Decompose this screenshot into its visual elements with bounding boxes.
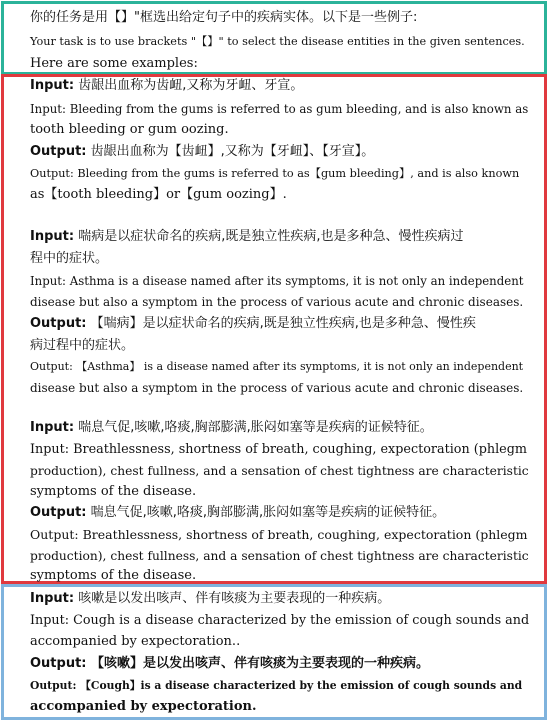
ex4-output-en-1 [30, 676, 528, 696]
input-label: Input: [30, 274, 66, 288]
input-label: Input: [30, 420, 75, 435]
ex3-output-en-1 [30, 525, 528, 545]
ex2-input-en-2: disease but also a symptom in the process of various acute and chronic diseases. [30, 295, 524, 309]
ex3-input-en-1 [30, 440, 528, 460]
ex4-input-zh-text: 咳嗽是以发出咳声、伴有咳痰为主要表现的一种疾病。 [78, 591, 391, 606]
instruction-zh: 你的任务是用【】"框选出给定句子中的疾病实体。以下是一些例子: [30, 10, 418, 25]
input-label: Input: [30, 613, 70, 628]
input-label: Input: [30, 102, 66, 116]
ex3-input-zh [30, 418, 528, 438]
input-label: Input: [30, 229, 75, 244]
ex1-input-en-1-text: Bleeding from the gums is referred to as gum bleeding, and is also known as [69, 102, 529, 116]
ex4-output-en-2: accompanied by expectoration. [30, 699, 257, 714]
ex2-output-zh-1 [30, 314, 528, 334]
input-label: Input: [30, 442, 70, 457]
input-label: Input: [30, 78, 75, 93]
ex2-output-en-2: disease but also a symptom in the process of various acute and chronic diseases. [30, 381, 524, 395]
ex1-output-zh [30, 142, 528, 162]
instruction-en-line-1: Your task is to use brackets "【】" to select the disease entities in the given sentences. [30, 35, 525, 48]
ex2-input-zh-1 [30, 227, 528, 247]
ex2-output-zh-2: 病过程中的症状。 [30, 338, 135, 353]
ex1-input-en-1 [30, 99, 528, 119]
ex3-output-zh-text: 喘息气促,咳嗽,咯痰,胸部膨满,胀闷如塞等是疾病的证候特征。 [90, 505, 446, 520]
ex2-input-zh-1-text: 喘病是以症状命名的疾病,既是独立性疾病,也是多种急、慢性疾病过 [78, 229, 464, 244]
ex1-output-zh-text: 齿龈出血称为【齿衄】,又称为【牙衄】、【牙宣】。 [90, 144, 375, 159]
ex4-input-zh [30, 589, 528, 609]
ex4-output-en-1-text: 【Cough】is a disease characterized by the emission of cough sounds and [80, 679, 523, 692]
ex2-output-en-1-text: 【Asthma】 is a disease named after its symptoms, it is not only an independent [76, 360, 524, 373]
output-label: Output: [30, 505, 87, 520]
ex2-input-en-1-text: Asthma is a disease named after its symptoms, it is not only an independent [69, 274, 524, 288]
ex3-output-en-2: production), chest fullness, and a sensation of chest tightness are characteristic [30, 549, 529, 563]
ex4-output-zh-text: 【咳嗽】是以发出咳声、伴有咳痰为主要表现的一种疾病。 [91, 656, 430, 671]
output-label: Output: [30, 144, 87, 159]
instruction-en-line-2: Here are some examples: [30, 56, 198, 71]
ex4-input-en-1 [30, 611, 528, 631]
ex3-output-en-3: symptoms of the disease. [30, 568, 197, 583]
ex2-input-en-1 [30, 271, 528, 291]
ex4-output-zh [30, 654, 528, 674]
ex1-output-en-2: as【tooth bleeding】or【gum oozing】. [30, 187, 287, 202]
output-label: Output: [30, 167, 74, 180]
ex3-output-en-1-text: Breathlessness, shortness of breath, coughing, expectoration (phlegm [82, 527, 528, 542]
output-label: Output: [30, 679, 77, 692]
ex2-output-zh-1-text: 【喘病】是以症状命名的疾病,既是独立性疾病,也是多种急、慢性疾 [90, 316, 476, 331]
ex3-input-en-2: production), chest fullness, and a sensation of chest tightness are characteristic [30, 464, 529, 478]
output-label: Output: [30, 316, 87, 331]
ex4-input-en-2: accompanied by expectoration.. [30, 634, 241, 649]
output-label: Output: [30, 656, 87, 671]
ex2-input-zh-2: 程中的症状。 [30, 251, 109, 266]
ex1-input-zh-text: 齿龈出血称为齿衄,又称为牙衄、牙宣。 [78, 78, 304, 93]
ex3-output-zh [30, 503, 528, 523]
ex3-input-zh-text: 喘息气促,咳嗽,咯痰,胸部膨满,胀闷如塞等是疾病的证候特征。 [78, 420, 433, 435]
ex3-input-en-3: symptoms of the disease. [30, 484, 197, 499]
ex1-input-zh [30, 76, 528, 96]
ex1-output-en-1-text: Bleeding from the gums is referred to as【gum bleeding】, and is also known [77, 167, 520, 180]
ex4-input-en-1-text: Cough is a disease characterized by the emission of cough sounds and [73, 613, 530, 628]
output-label: Output: [30, 360, 73, 373]
output-label: Output: [30, 527, 79, 542]
ex2-output-en-1 [30, 357, 528, 377]
ex1-input-en-2: tooth bleeding or gum oozing. [30, 122, 229, 137]
input-label: Input: [30, 591, 75, 606]
ex1-output-en-1 [30, 164, 528, 184]
ex3-input-en-1-text: Breathlessness, shortness of breath, coughing, expectoration (phlegm [73, 442, 527, 457]
